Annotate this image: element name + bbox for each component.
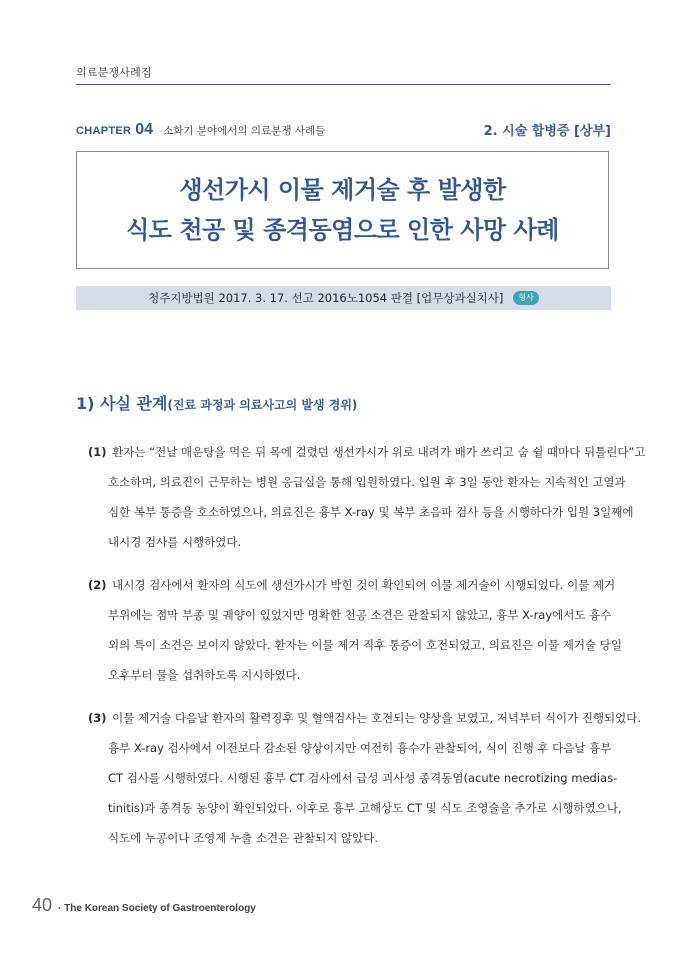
section-heading (76, 391, 357, 414)
chapter-line (76, 121, 325, 139)
header-divider (76, 84, 611, 85)
court-ruling-text: 청주지방법원 2017. 3. 17. 선고 2016노1054 판결 [업무상과실치사] (148, 291, 504, 305)
paragraph-1 (88, 437, 646, 557)
case-title-line-2: 식도 천공 및 종격동염으로 인한 사망 사례 (126, 216, 559, 244)
section-tag: 2. 시술 합병증 [상부] (483, 124, 611, 139)
paragraph-line: 호소하며, 의료진이 근무하는 병원 응급실을 통해 입원하였다. 입원 후 3일 동안 환자는 지속적인 고열과 (108, 475, 626, 489)
paragraph-line: 내시경 검사를 시행하였다. (108, 535, 242, 549)
paragraph-line: CT 검사를 시행하였다. 시행된 흉부 CT 검사에서 급성 괴사성 종격동염(acute necrotizing medias- (108, 771, 618, 785)
header-title: 의료분쟁사례집 (76, 66, 152, 79)
paragraph-line: 이물 제거술 다음날 환자의 활력징후 및 혈액검사는 호전되는 양상을 보였고, 저녁부터 식이가 진행되었다. (112, 711, 642, 725)
court-ruling-band (76, 286, 611, 310)
page-footer (32, 895, 256, 916)
paragraph-number: (3) (88, 711, 107, 725)
chapter-number: 04 (135, 121, 154, 138)
paragraph-line: 부위에는 점막 부종 및 궤양이 있었지만 명확한 천공 소견은 관찰되지 않았고, 흉부 X-ray에서도 흉수 (108, 608, 612, 622)
paragraph-line: tinitis)과 종격동 농양이 확인되었다. 이후로 흉부 고해상도 CT 및 식도 조영술을 추가로 시행하였으나, (108, 801, 622, 815)
paragraph-line: 내시경 검사에서 환자의 식도에 생선가시가 박힌 것이 확인되어 이물 제거술이 시행되었다. 이물 제거 (112, 578, 616, 592)
section-heading-title: 1) 사실 관계 (76, 394, 168, 413)
paragraph-line: 심한 복부 통증을 호소하였으나, 의료진은 흉부 X-ray 및 복부 초음파 검사 등을 시행하다가 입원 3일째에 (108, 505, 634, 519)
case-title-line-1: 생선가시 이물 제거술 후 발생한 (179, 176, 506, 204)
paragraph-2 (88, 570, 622, 690)
chapter-label: CHAPTER (76, 125, 132, 137)
footer-society-name: · The Korean Society of Gastroenterology (58, 903, 256, 914)
paragraph-line: 오후부터 물을 섭취하도록 지시하였다. (108, 668, 301, 682)
paragraph-line: 식도에 누공이나 조영제 누출 소견은 관찰되지 않았다. (108, 831, 378, 845)
paragraph-number: (1) (88, 445, 107, 459)
paragraph-line: 외의 특이 소견은 보이지 않았다. 환자는 이물 제거 직후 통증이 호전되었고, 의료진은 이물 제거술 당일 (108, 638, 622, 652)
paragraph-number: (2) (88, 578, 107, 592)
section-heading-subtitle: (진료 과정과 의료사고의 발생 경위) (167, 398, 358, 412)
case-title-box (76, 151, 609, 269)
paragraph-line: 흉부 X-ray 검사에서 이전보다 감소된 양상이지만 여전히 흉수가 관찰되어, 식이 진행 후 다음날 흉부 (108, 741, 612, 755)
paragraph-3 (88, 703, 642, 853)
page-number: 40 (32, 895, 53, 915)
chapter-subtitle: 소화기 분야에서의 의료분쟁 사례들 (163, 125, 326, 137)
case-type-badge: 형사 (513, 291, 538, 305)
paragraph-line: 환자는 “전날 매운탕을 먹은 뒤 목에 걸렸던 생선가시가 위로 내려가 배가 쓰리고 숨 쉴 때마다 뒤틀린다”고 (112, 445, 646, 459)
